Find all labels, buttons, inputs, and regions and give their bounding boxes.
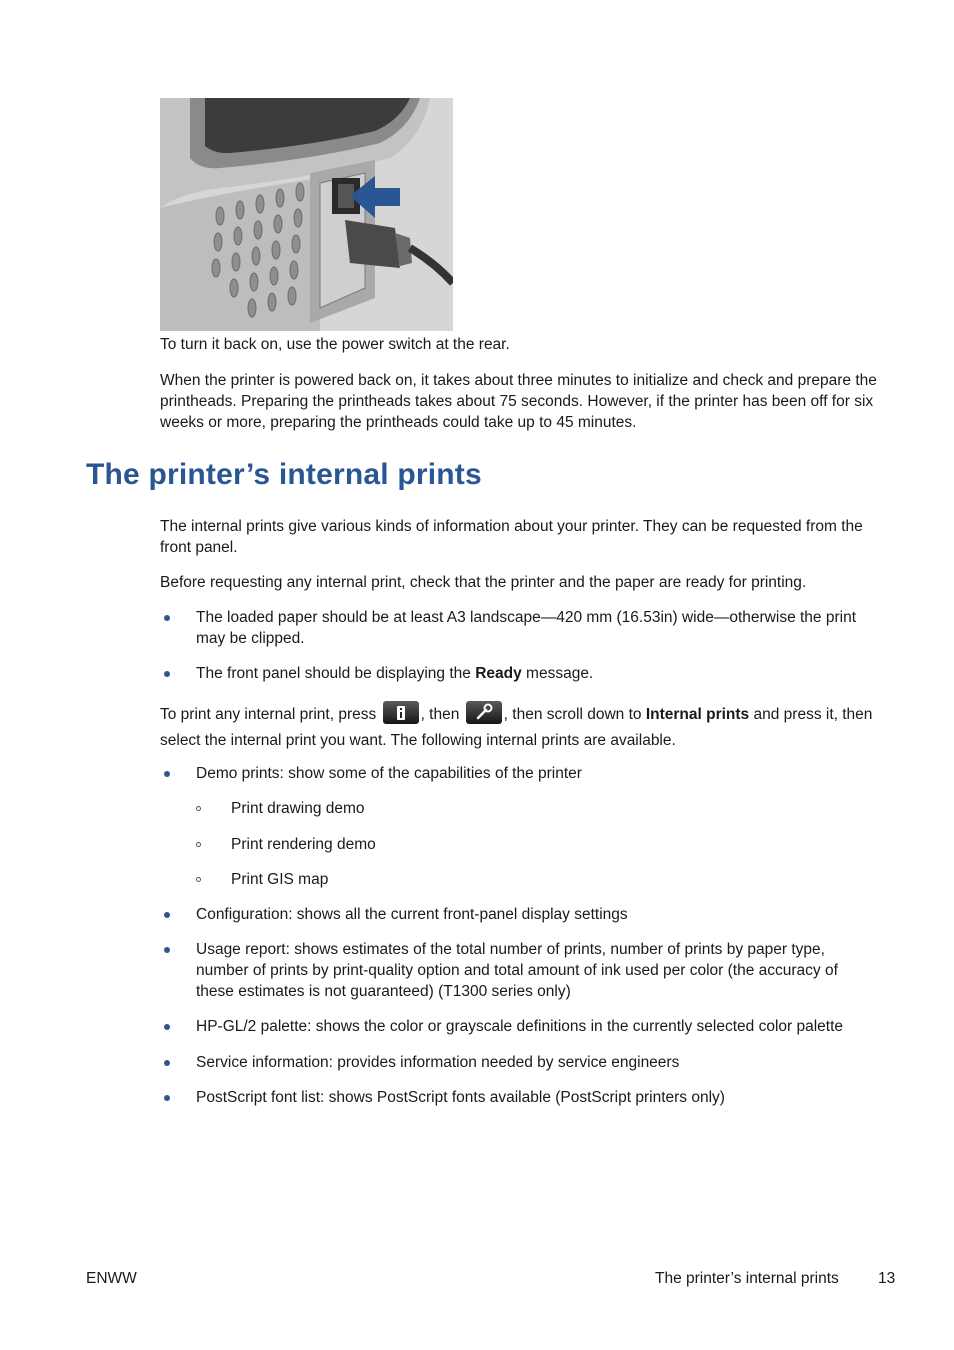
sub-bullet-icon: [196, 842, 201, 847]
wrench-icon: [466, 701, 502, 724]
bullet-icon: [164, 1024, 170, 1030]
list-item-text: PostScript font list: shows PostScript fonts available (PostScript printers only): [196, 1089, 725, 1106]
internal-prints-keyword: Internal prints: [645, 706, 750, 723]
bullet-icon: [164, 947, 170, 953]
intro-paragraph: When the printer is powered back on, it takes about three minutes to initialize and check and prepare the printheads. Preparing the printheads takes about 75 seconds. However, if the printer has been off for six weeks or more, preparing the printheads could take up to 45 minutes.: [160, 372, 877, 431]
list-item-text: Configuration: shows all the current front-panel display settings: [196, 906, 628, 923]
footer-title: The printer’s internal prints: [655, 1270, 839, 1287]
bullet-icon: [164, 671, 170, 677]
instruction-paragraph: To print any internal print, press , then , then scroll down to Internal prints and press it, then select the internal print you want. The following internal prints are available.: [160, 702, 880, 754]
sub-list-item-text: Print rendering demo: [231, 836, 376, 853]
bullet-icon: [164, 615, 170, 621]
bullet-icon: [164, 1095, 170, 1101]
sub-bullet-icon: [196, 877, 201, 882]
bullet-icon: [164, 1060, 170, 1066]
section-paragraph-2: Before requesting any internal print, check that the printer and the paper are ready for printing.: [160, 574, 807, 591]
sub-list-item-text: Print drawing demo: [231, 800, 365, 817]
list-item-text: The front panel should be displaying the Ready message.: [196, 665, 594, 682]
caption-text: To turn it back on, use the power switch at the rear.: [160, 336, 510, 353]
info-icon: [383, 701, 419, 724]
page-number: 13: [878, 1270, 896, 1287]
list-item-text: The loaded paper should be at least A3 landscape—420 mm (16.53in) wide—otherwise the print may be clipped.: [196, 609, 857, 647]
list-item-text: Service information: provides information needed by service engineers: [196, 1054, 680, 1071]
section-paragraph-1: The internal prints give various kinds of information about your printer. They can be requested from the front panel.: [160, 518, 863, 556]
list-item-text: Usage report: shows estimates of the total number of prints, number of prints by paper type, number of prints by print-quality option and total amount of ink used per color (the accuracy of these estimates is not guaranteed) (T1300 series only): [196, 941, 838, 1000]
list-item-text: HP-GL/2 palette: shows the color or grayscale definitions in the currently selected color palette: [196, 1018, 844, 1035]
list-item-text: Demo prints: show some of the capabilities of the printer: [196, 765, 582, 782]
ready-keyword: Ready: [475, 665, 522, 682]
power-cord-illustration: [160, 98, 453, 331]
bullet-icon: [164, 771, 170, 777]
bullet-icon: [164, 912, 170, 918]
footer-left: ENWW: [86, 1270, 137, 1287]
sub-list-item-text: Print GIS map: [231, 871, 329, 888]
section-heading: The printer’s internal prints: [86, 458, 482, 491]
sub-bullet-icon: [196, 806, 201, 811]
